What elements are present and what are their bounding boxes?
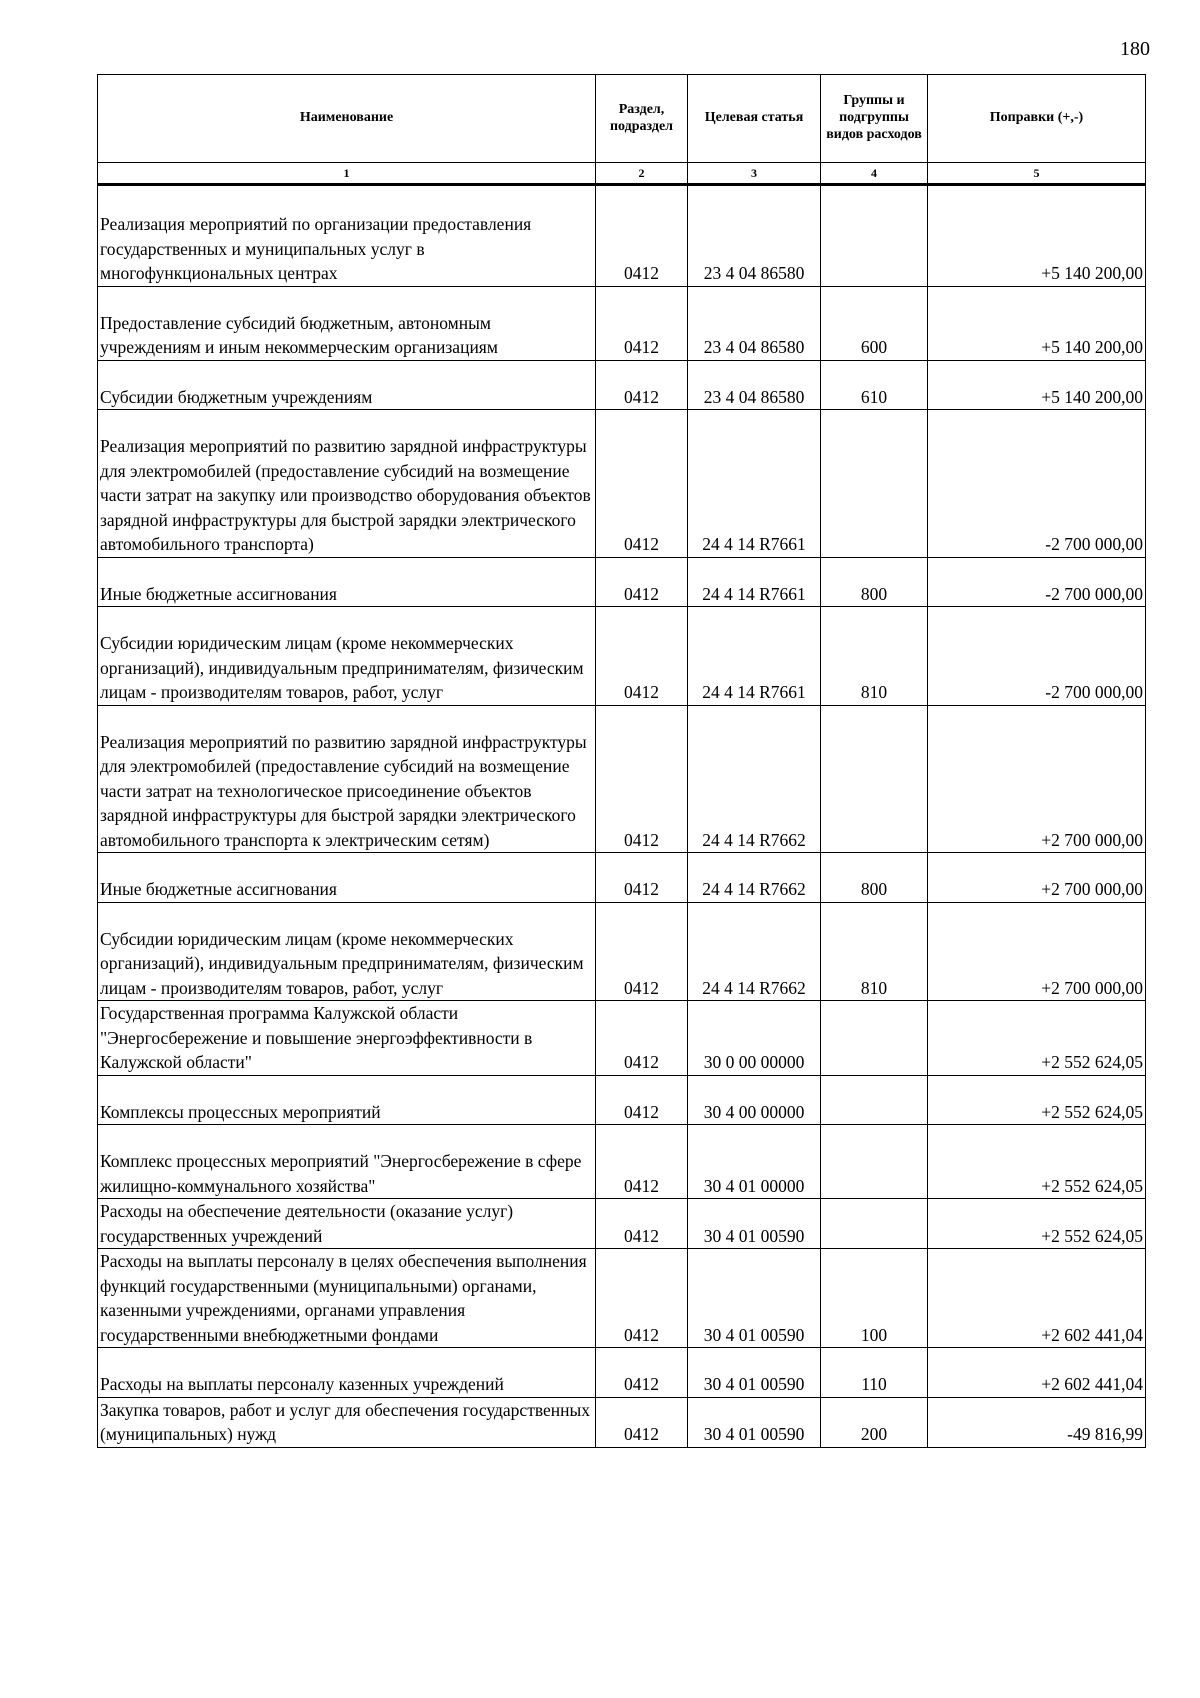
cell-group: 200 [821,1397,928,1447]
cell-name: Реализация мероприятий по развитию зарядной инфраструктуры для электромобилей (предоставление субсидий на возмещение части затрат на технологическое присоединение объектов зарядной инфраструктуры для быстрой зарядки электрического автомобильного транспорта к электрическим сетям) [98,705,596,853]
table-row [98,902,1146,1001]
header-group: Группы и подгруппы видов расходов [821,75,928,163]
cell-target: 30 4 01 00590 [688,1348,821,1398]
cell-name: Иные бюджетные ассигнования [98,853,596,903]
cell-name: Закупка товаров, работ и услуг для обеспечения государственных (муниципальных) нужд [98,1397,596,1447]
cell-name: Субсидии юридическим лицам (кроме некоммерческих организаций), индивидуальным предпринимателям, физическим лицам - производителям товаров, работ, услуг [98,607,596,706]
cell-amount: +2 552 624,05 [928,1075,1146,1125]
table-row [98,1199,1146,1249]
cell-group: 100 [821,1249,928,1348]
table-row [98,1125,1146,1199]
column-number: 2 [596,163,688,185]
cell-amount: +2 552 624,05 [928,1125,1146,1199]
table-row [98,853,1146,903]
cell-amount: +2 700 000,00 [928,853,1146,903]
table-row [98,1397,1146,1447]
column-number-row [98,163,1146,185]
header-target: Целевая статья [688,75,821,163]
cell-group: 800 [821,853,928,903]
cell-group: 800 [821,557,928,607]
cell-amount: -2 700 000,00 [928,607,1146,706]
cell-amount: -49 816,99 [928,1397,1146,1447]
column-number: 1 [98,163,596,185]
cell-amount: -2 700 000,00 [928,410,1146,558]
cell-name: Расходы на выплаты персоналу в целях обеспечения выполнения функций государственными (муниципальными) органами, казенными учреждениями, органами управления государственными внебюджетными фондами [98,1249,596,1348]
cell-name: Субсидии юридическим лицам (кроме некоммерческих организаций), индивидуальным предпринимателям, физическим лицам - производителям товаров, работ, услуг [98,902,596,1001]
table-row [98,1249,1146,1348]
cell-amount: +2 602 441,04 [928,1249,1146,1348]
cell-target: 23 4 04 86580 [688,360,821,410]
cell-group: 610 [821,360,928,410]
table-row [98,360,1146,410]
cell-section: 0412 [596,1348,688,1398]
cell-group [821,1075,928,1125]
table-row [98,607,1146,706]
cell-amount: +5 140 200,00 [928,360,1146,410]
cell-amount: +2 700 000,00 [928,705,1146,853]
header-section: Раздел, подраздел [596,75,688,163]
column-number: 5 [928,163,1146,185]
table-row [98,557,1146,607]
cell-amount: +2 552 624,05 [928,1001,1146,1076]
table-row [98,1075,1146,1125]
cell-target: 23 4 04 86580 [688,185,821,287]
header-name: Наименование [98,75,596,163]
cell-group [821,1199,928,1249]
cell-section: 0412 [596,853,688,903]
cell-group: 810 [821,607,928,706]
cell-target: 30 4 00 00000 [688,1075,821,1125]
column-number: 3 [688,163,821,185]
cell-section: 0412 [596,1125,688,1199]
cell-amount: -2 700 000,00 [928,557,1146,607]
cell-name: Комплексы процессных мероприятий [98,1075,596,1125]
cell-target: 30 0 00 00000 [688,1001,821,1076]
column-number: 4 [821,163,928,185]
cell-target: 30 4 01 00590 [688,1199,821,1249]
cell-group: 600 [821,286,928,360]
cell-target: 30 4 01 00000 [688,1125,821,1199]
cell-section: 0412 [596,185,688,287]
cell-section: 0412 [596,1199,688,1249]
cell-section: 0412 [596,286,688,360]
table-body [98,185,1146,1448]
cell-name: Расходы на обеспечение деятельности (оказание услуг) государственных учреждений [98,1199,596,1249]
cell-group [821,185,928,287]
cell-target: 24 4 14 R7661 [688,557,821,607]
budget-amendments-table [97,74,1146,1448]
cell-section: 0412 [596,1249,688,1348]
cell-group [821,410,928,558]
table-row [98,410,1146,558]
cell-target: 24 4 14 R7662 [688,853,821,903]
cell-amount: +2 602 441,04 [928,1348,1146,1398]
cell-group [821,705,928,853]
cell-target: 24 4 14 R7662 [688,902,821,1001]
cell-group [821,1125,928,1199]
cell-target: 23 4 04 86580 [688,286,821,360]
header-amount: Поправки (+,-) [928,75,1146,163]
cell-target: 24 4 14 R7662 [688,705,821,853]
cell-section: 0412 [596,1397,688,1447]
cell-target: 24 4 14 R7661 [688,410,821,558]
cell-target: 30 4 01 00590 [688,1397,821,1447]
cell-name: Иные бюджетные ассигнования [98,557,596,607]
table-row [98,1348,1146,1398]
cell-section: 0412 [596,557,688,607]
cell-target: 24 4 14 R7661 [688,607,821,706]
cell-section: 0412 [596,1001,688,1076]
table-row [98,1001,1146,1076]
page-number: 180 [1120,38,1150,60]
cell-target: 30 4 01 00590 [688,1249,821,1348]
table-row [98,705,1146,853]
cell-group: 810 [821,902,928,1001]
cell-section: 0412 [596,705,688,853]
cell-amount: +5 140 200,00 [928,185,1146,287]
table-row [98,185,1146,287]
cell-name: Комплекс процессных мероприятий "Энергосбережение в сфере жилищно-коммунального хозяйства" [98,1125,596,1199]
cell-section: 0412 [596,1075,688,1125]
cell-name: Реализация мероприятий по развитию зарядной инфраструктуры для электромобилей (предоставление субсидий на возмещение части затрат на закупку или производство оборудования объектов зарядной инфраструктуры для быстрой зарядки электрического автомобильного транспорта) [98,410,596,558]
cell-amount: +5 140 200,00 [928,286,1146,360]
cell-section: 0412 [596,360,688,410]
cell-amount: +2 700 000,00 [928,902,1146,1001]
cell-section: 0412 [596,410,688,558]
cell-section: 0412 [596,902,688,1001]
cell-group [821,1001,928,1076]
cell-name: Реализация мероприятий по организации предоставления государственных и муниципальных услуг в многофункциональных центрах [98,185,596,287]
cell-name: Расходы на выплаты персоналу казенных учреждений [98,1348,596,1398]
table-row [98,286,1146,360]
table-header-row [98,75,1146,163]
cell-section: 0412 [596,607,688,706]
cell-name: Государственная программа Калужской области "Энергосбережение и повышение энергоэффективности в Калужской области" [98,1001,596,1076]
cell-group: 110 [821,1348,928,1398]
cell-name: Субсидии бюджетным учреждениям [98,360,596,410]
cell-amount: +2 552 624,05 [928,1199,1146,1249]
cell-name: Предоставление субсидий бюджетным, автономным учреждениям и иным некоммерческим организациям [98,286,596,360]
